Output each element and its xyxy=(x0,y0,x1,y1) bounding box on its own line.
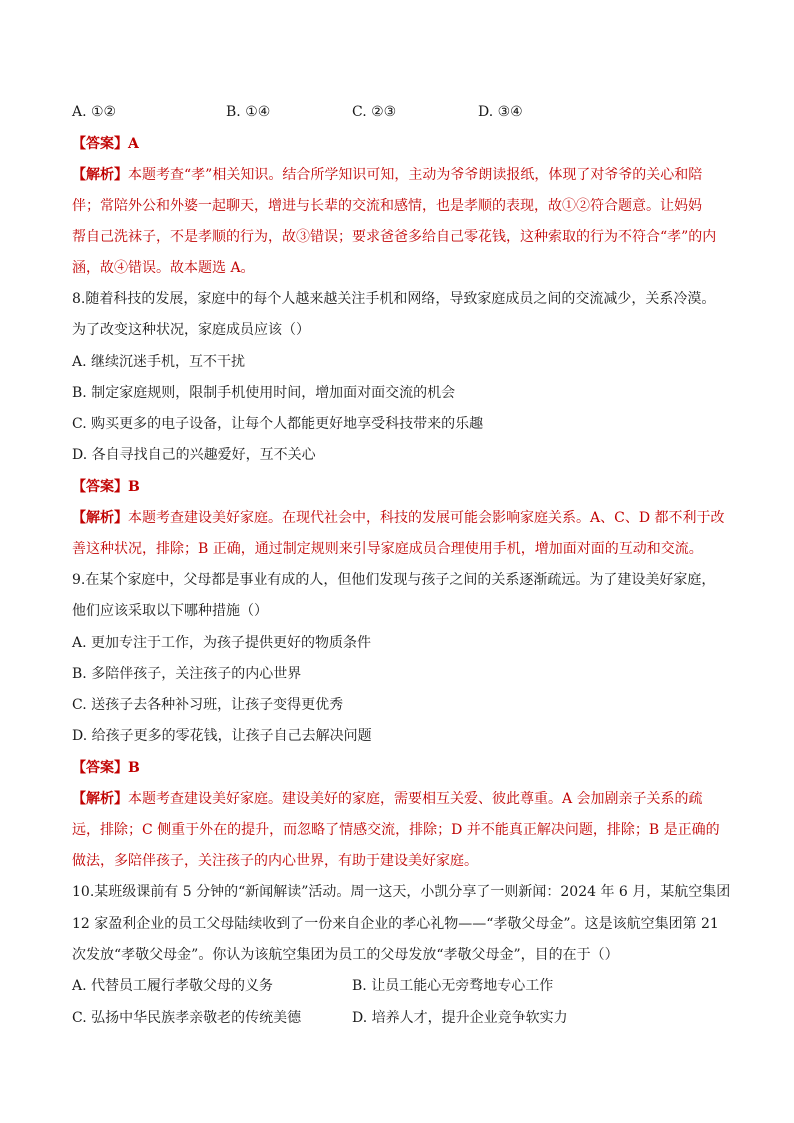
analysis-tag: 【解析】 xyxy=(72,791,128,807)
q9-answer: 【答案】B xyxy=(72,760,140,776)
q10-option-d: D. 培养人才，提升企业竞争软实力 xyxy=(352,1010,568,1026)
q9-stem-line-1: 9.在某个家庭中，父母都是事业有成的人，但他们发现与孩子之间的关系逐渐疏远。为了建设美好家庭， xyxy=(72,572,716,588)
q9-option-a: A. 更加专注于工作，为孩子提供更好的物质条件 xyxy=(72,635,372,651)
q7-option-a: A. ①② xyxy=(72,104,117,120)
q7-analysis-line-4: 涵，故④错误。故本题选 A。 xyxy=(72,260,255,276)
q10-stem-line-1: 10.某班级课前有 5 分钟的“新闻解读”活动。周一这天，小凯分享了一则新闻：2024 年 6 月，某航空集团 xyxy=(72,884,731,900)
q7-option-b: B. ①④ xyxy=(226,104,271,120)
q7-option-d: D. ③④ xyxy=(478,104,523,120)
q7-analysis-line-3: 帮自己洗袜子，不是孝顺的行为，故③错误；要求爸爸多给自己零花钱，这种索取的行为不符合“孝”的内 xyxy=(72,229,717,245)
q9-option-c: C. 送孩子去各种补习班，让孩子变得更优秀 xyxy=(72,697,344,713)
q8-option-b: B. 制定家庭规则，限制手机使用时间，增加面对面交流的机会 xyxy=(72,385,456,401)
q10-stem-line-2: 12 家盈利企业的员工父母陆续收到了一份来自企业的孝心礼物——“孝敬父母金”。这是该航空集团第 21 xyxy=(72,916,719,932)
q9-analysis-line-2: 远，排除；C 侧重于外在的提升，而忽略了情感交流，排除；D 并不能真正解决问题，排除；B 是正确的 xyxy=(72,822,720,838)
q8-analysis-line-1: 【解析】本题考查建设美好家庭。在现代社会中，科技的发展可能会影响家庭关系。A、C、D 都不利于改 xyxy=(72,510,725,526)
q7-analysis-line-2: 伴；常陪外公和外婆一起聊天，增进与长辈的交流和感情，也是孝顺的表现，故①②符合题意。让妈妈 xyxy=(72,198,702,214)
q8-answer: 【答案】B xyxy=(72,479,140,495)
q8-stem-line-2: 为了改变这种状况，家庭成员应该（） xyxy=(72,322,310,338)
q10-option-c: C. 弘扬中华民族孝亲敬老的传统美德 xyxy=(72,1010,302,1026)
q9-analysis-line-3: 做法，多陪伴孩子，关注孩子的内心世界，有助于建设美好家庭。 xyxy=(72,853,478,869)
q8-stem-line-1: 8.随着科技的发展，家庭中的每个人越来越关注手机和网络，导致家庭成员之间的交流减少，关系冷漠。 xyxy=(72,291,716,307)
q8-option-c: C. 购买更多的电子设备，让每个人都能更好地享受科技带来的乐趣 xyxy=(72,416,484,432)
q7-analysis-line-1: 【解析】本题考查“孝”相关知识。结合所学知识可知，主动为爷爷朗读报纸，体现了对爷爷的关心和陪 xyxy=(72,167,703,183)
q10-stem-line-3: 次发放“孝敬父母金”。你认为该航空集团为员工的父母发放“孝敬父母金”，目的在于（） xyxy=(72,947,619,963)
q9-stem-line-2: 他们应该采取以下哪种措施（） xyxy=(72,603,268,619)
q9-option-b: B. 多陪伴孩子，关注孩子的内心世界 xyxy=(72,666,302,682)
q7-answer: 【答案】A xyxy=(72,136,139,152)
q10-option-b: B. 让员工能心无旁骛地专心工作 xyxy=(352,978,554,994)
q7-option-c: C. ②③ xyxy=(352,104,397,120)
q8-option-d: D. 各自寻找自己的兴趣爱好，互不关心 xyxy=(72,447,316,463)
q9-option-d: D. 给孩子更多的零花钱，让孩子自己去解决问题 xyxy=(72,728,372,744)
q8-analysis-line-2: 善这种状况，排除；B 正确，通过制定规则来引导家庭成员合理使用手机，增加面对面的互动和交流。 xyxy=(72,541,703,557)
q10-option-a: A. 代替员工履行孝敬父母的义务 xyxy=(72,978,274,994)
q9-analysis-line-1: 【解析】本题考查建设美好家庭。建设美好的家庭，需要相互关爱、彼此尊重。A 会加剧亲子关系的疏 xyxy=(72,791,703,807)
analysis-tag: 【解析】 xyxy=(72,167,128,183)
analysis-tag: 【解析】 xyxy=(72,510,128,526)
q8-option-a: A. 继续沉迷手机，互不干扰 xyxy=(72,354,246,370)
